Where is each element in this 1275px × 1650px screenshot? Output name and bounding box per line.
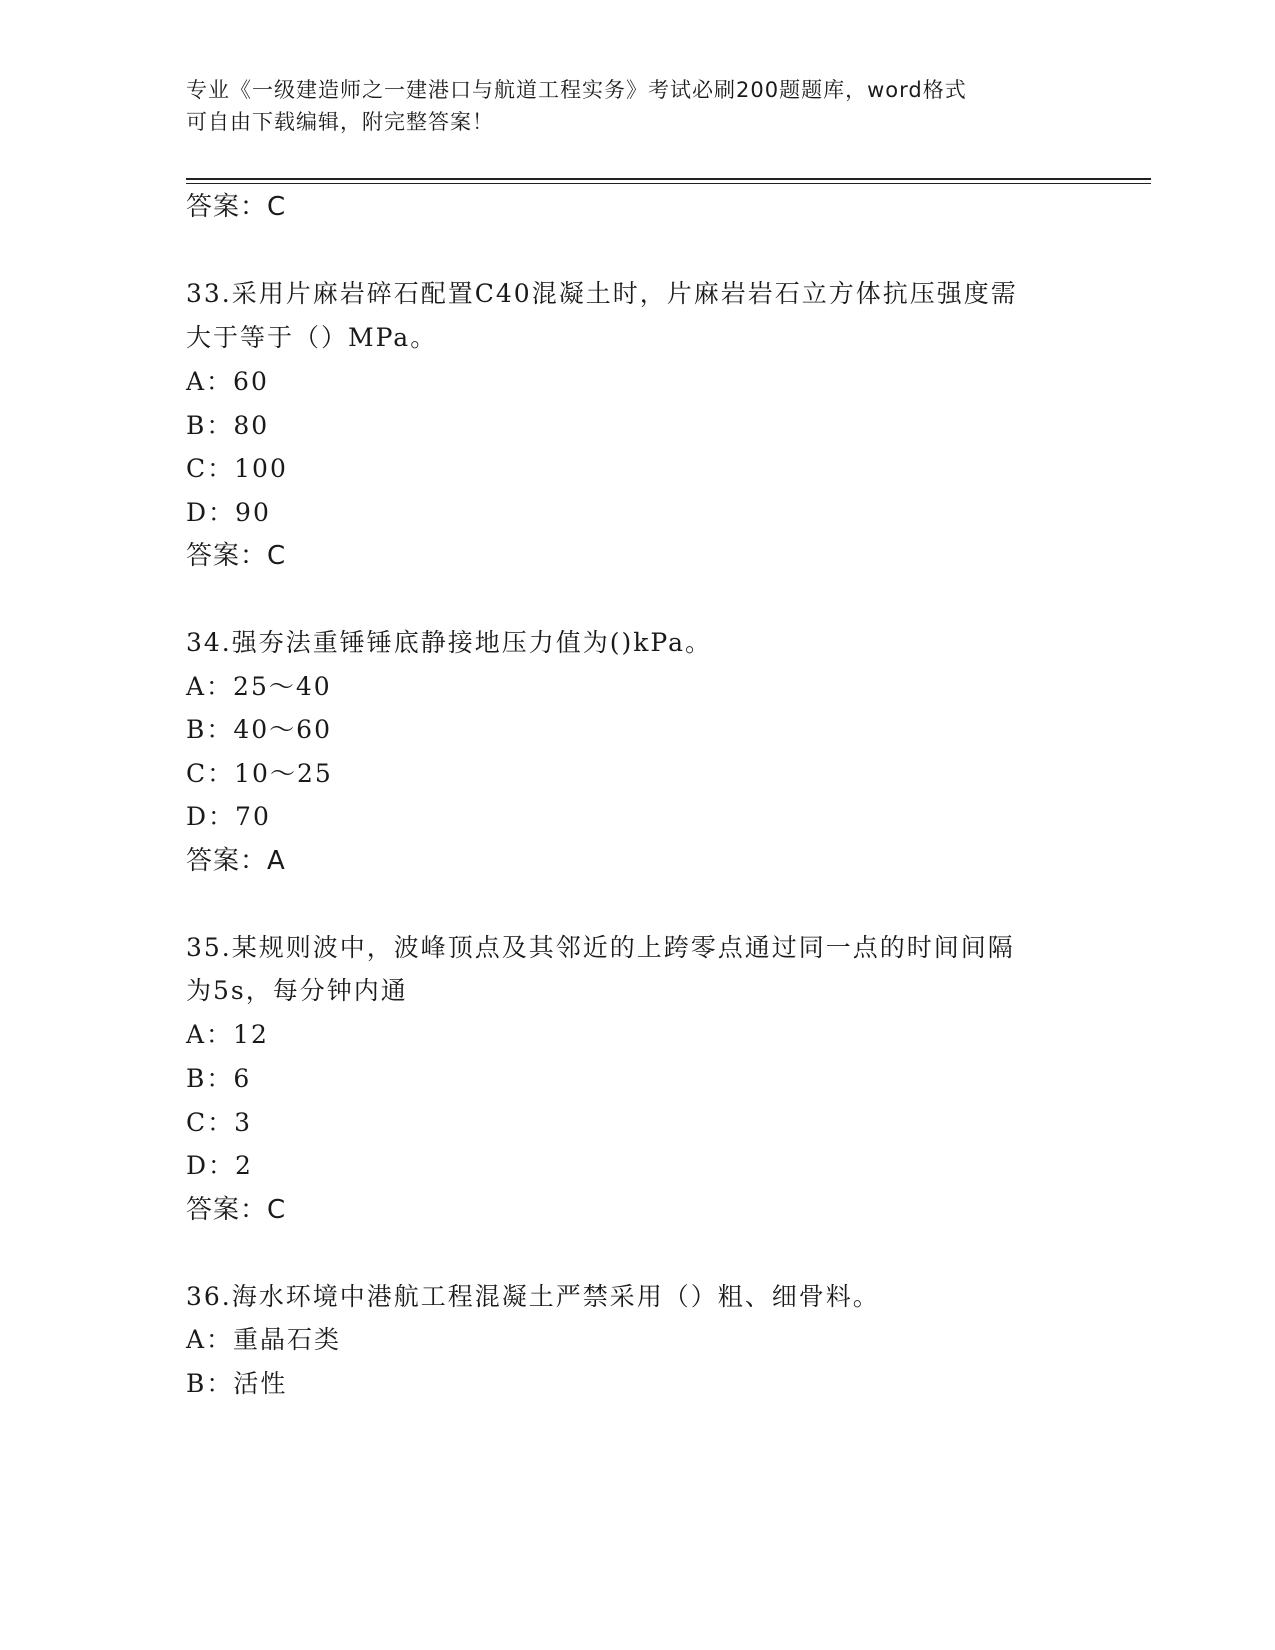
question-36-stem-line-1: 36.海水环境中港航工程混凝土严禁采用（）粗、细骨料。 bbox=[186, 1282, 880, 1311]
question-34-option-b: B：40～60 bbox=[186, 715, 332, 744]
question-33-option-b: B：80 bbox=[186, 411, 270, 440]
question-36-option-a: A：重晶石类 bbox=[186, 1325, 342, 1354]
question-35-option-c: C：3 bbox=[186, 1108, 253, 1137]
header-title-line-2: 可自由下载编辑，附完整答案！ bbox=[186, 110, 494, 134]
question-35-stem-line-1: 35.某规则波中，波峰顶点及其邻近的上跨零点通过同一点的时间间隔 bbox=[186, 933, 1015, 962]
question-33-stem-line-2: 大于等于（）MPa。 bbox=[186, 323, 438, 352]
question-36-option-b: B：活性 bbox=[186, 1369, 288, 1398]
question-35-option-a: A：12 bbox=[186, 1020, 269, 1049]
question-33-option-d: D：90 bbox=[186, 498, 271, 527]
question-34-option-c: C：10～25 bbox=[186, 759, 333, 788]
question-33-option-a: A：60 bbox=[186, 367, 269, 396]
question-34-option-a: A：25～40 bbox=[186, 672, 332, 701]
question-34-option-d: D：70 bbox=[186, 802, 271, 831]
question-33-answer: 答案：C bbox=[186, 541, 287, 571]
page-header bbox=[186, 74, 1066, 138]
question-35-answer: 答案：C bbox=[186, 1195, 287, 1225]
question-34-stem-line-1: 34.强夯法重锤锤底静接地压力值为()kPa。 bbox=[186, 628, 713, 657]
question-33-option-c: C：100 bbox=[186, 454, 288, 483]
previous-answer: 答案：C bbox=[186, 192, 287, 222]
header-divider-thick bbox=[186, 178, 1151, 180]
question-35-option-d: D：2 bbox=[186, 1151, 253, 1180]
header-title-line-1: 专业《一级建造师之一建港口与航道工程实务》考试必刷200题题库，word格式 bbox=[186, 78, 967, 102]
question-35-stem-line-2: 为5s，每分钟内通 bbox=[186, 976, 408, 1005]
question-35-option-b: B：6 bbox=[186, 1064, 252, 1093]
header-divider-thin bbox=[186, 183, 1151, 184]
question-34-answer: 答案：A bbox=[186, 846, 286, 876]
question-33-stem-line-1: 33.采用片麻岩碎石配置C40混凝土时，片麻岩岩石立方体抗压强度需 bbox=[186, 279, 1018, 308]
